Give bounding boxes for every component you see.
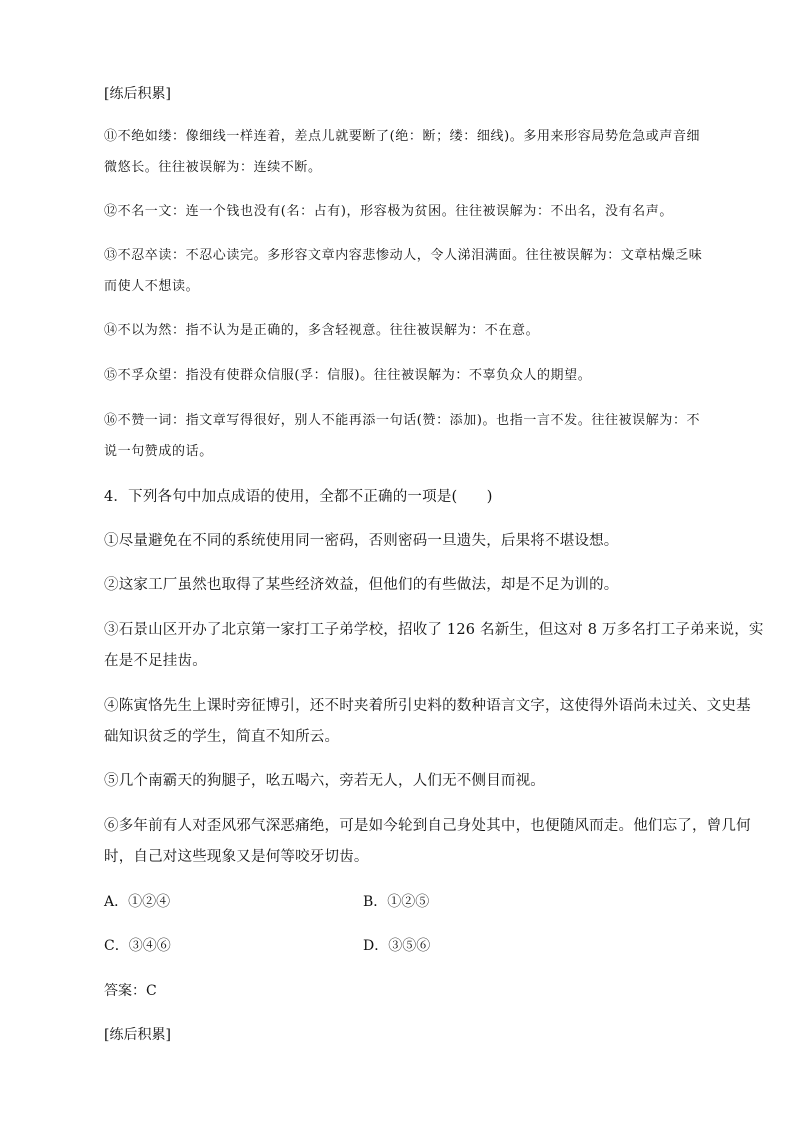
note-16-line-1: ⑯不赞一词：指文章写得很好，别人不能再添一句话(赞：添加)。也指一言不发。往往被误解为：不 [104,413,701,428]
question-stem: 4．下列各句中加点成语的使用，全都不正确的一项是( ) [104,489,493,505]
option-a: A．①②④ [104,894,171,910]
question-item-4-line-2: 础知识贫乏的学生，简直不知所云。 [104,729,340,745]
notes-heading-2: [练后积累] [104,1027,171,1043]
note-11-line-2: 微悠长。往往被误解为：连续不断。 [104,160,322,175]
question-item-1: ①尽量避免在不同的系统使用同一密码，否则密码一旦遗失，后果将不堪设想。 [104,533,619,549]
question-item-6-line-2: 时，自己对这些现象又是何等咬牙切齿。 [104,849,369,865]
question-item-3-line-1: ③石景山区开办了北京第一家打工子弟学校，招收了 126 名新生，但这对 8 万多名打工子弟来说，实 [104,622,764,638]
question-item-5: ⑤几个南霸天的狗腿子，吆五喝六，旁若无人，人们无不侧目而视。 [104,773,545,789]
note-13-line-1: ⑬不忍卒读：不忍心读完。多形容文章内容悲惨动人，令人涕泪满面。往往被误解为：文章枯燥乏味 [104,248,703,263]
question-item-4-line-1: ④陈寅恪先生上课时旁征博引，还不时夹着所引史料的数种语言文字，这使得外语尚未过关、文史基 [104,698,751,714]
question-item-3-line-2: 在是不足挂齿。 [104,653,207,669]
note-15: ⑮不孚众望：指没有使群众信服(孚：信服)。往往被误解为：不辜负众人的期望。 [104,368,592,383]
option-c: C．③④⑥ [104,938,171,954]
question-item-6-line-1: ⑥多年前有人对歪风邪气深恶痛绝，可是如今轮到自己身处其中，也便随风而走。他们忘了，曾几何 [104,818,751,834]
note-13-line-2: 而使人不想读。 [104,279,200,294]
note-16-line-2: 说一句赞成的话。 [104,444,213,459]
answer: 答案：C [104,983,157,999]
question-item-2: ②这家工厂虽然也取得了某些经济效益，但他们的有些做法，却是不足为训的。 [104,577,619,593]
option-b: B．①②⑤ [363,894,430,910]
note-12: ⑫不名一文：连一个钱也没有(名：占有)，形容极为贫困。往往被误解为：不出名，没有名声。 [104,204,673,219]
option-d: D．③⑤⑥ [363,938,431,954]
note-14: ⑭不以为然：指不认为是正确的，多含轻视意。往往被误解为：不在意。 [104,323,540,338]
note-11-line-1: ⑪不绝如缕：像细线一样连着，差点儿就要断了(绝：断；缕：细线)。多用来形容局势危急或声音细 [104,129,701,144]
notes-heading: [练后积累] [104,86,171,102]
